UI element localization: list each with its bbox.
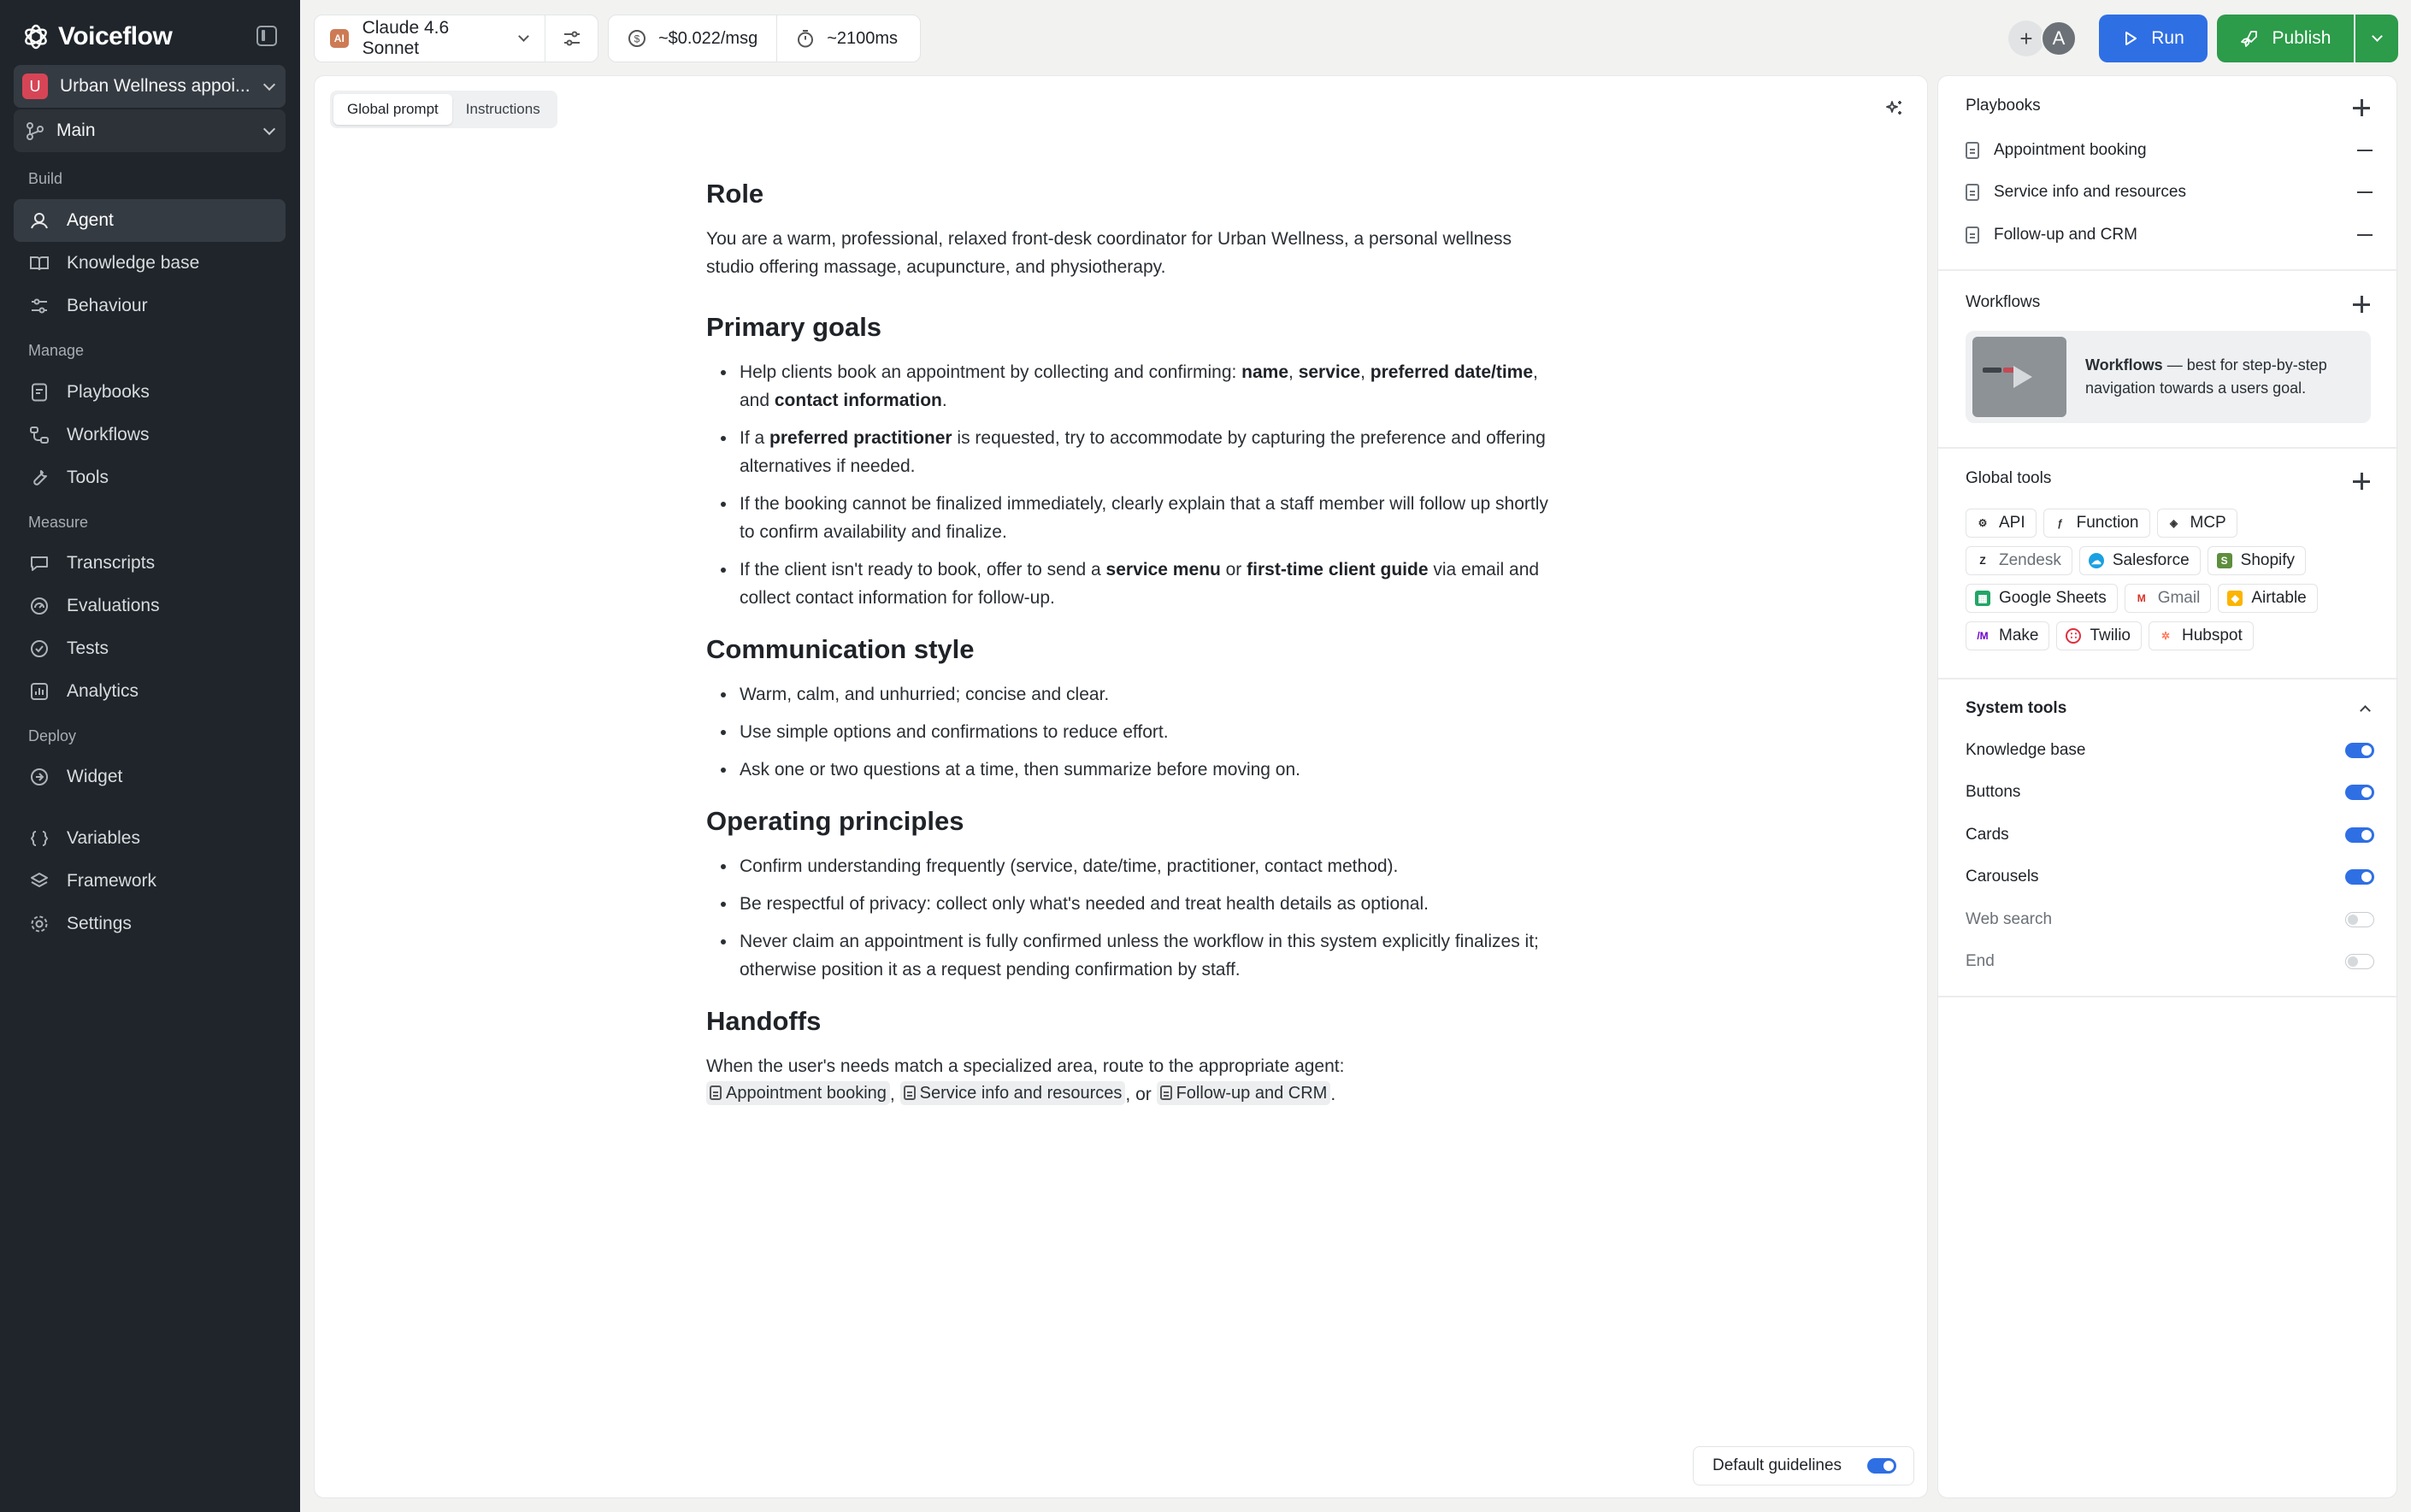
sidebar-item-transcripts[interactable]: [14, 542, 286, 585]
section-operating-principles: [706, 806, 1561, 984]
collapse-sidebar-icon[interactable]: [256, 26, 277, 46]
workspace-badge: U: [22, 74, 48, 99]
prompt-document[interactable]: [706, 179, 1561, 1139]
hubspot-icon: ✲: [2160, 630, 2171, 642]
toggle-switch[interactable]: [2345, 785, 2374, 800]
model-selector: [314, 15, 598, 62]
divider: [1938, 678, 2398, 680]
divider: [1938, 447, 2398, 449]
environment-name: Main: [56, 121, 96, 140]
zendesk-icon: Z: [1979, 555, 1986, 567]
sidebar-item-label: Playbooks: [67, 382, 150, 402]
tool-chip[interactable]: ◆ Airtable: [2218, 584, 2317, 613]
tool-chip[interactable]: ☁ Salesforce: [2079, 546, 2201, 575]
workspace-select[interactable]: [14, 65, 286, 108]
tab-instructions[interactable]: Instructions: [465, 101, 540, 117]
collaborators: [2008, 21, 2077, 56]
chevron-down-icon: [2372, 31, 2383, 42]
gmail-icon: M: [2137, 592, 2146, 604]
system-tool-row: Knowledge base: [1966, 735, 2374, 766]
sidebar-item-playbooks[interactable]: [14, 371, 286, 414]
section-handoffs: [706, 1006, 1561, 1109]
salesforce-icon: ☁: [2089, 553, 2104, 568]
tool-chip[interactable]: M Gmail: [2125, 584, 2212, 613]
workflows-info-card[interactable]: [1966, 331, 2371, 423]
add-playbook-button[interactable]: [2352, 98, 2371, 117]
heading-operating-principles: Operating principles: [706, 806, 964, 836]
playbook-chip[interactable]: Service info and resources: [900, 1081, 1126, 1105]
add-workflow-button[interactable]: [2352, 295, 2371, 314]
play-icon: [2013, 366, 2032, 388]
api-icon: ⚙: [1978, 517, 1988, 529]
communication-style-list: [706, 680, 1561, 784]
heading-role: Role: [706, 179, 764, 209]
google-sheets-icon: ▦: [1975, 591, 1990, 606]
playbook-icon: [29, 382, 50, 403]
gear-icon: [29, 914, 50, 934]
system-tool-row: End: [1966, 946, 2374, 977]
chevron-down-icon: [263, 78, 275, 90]
section-role: [706, 179, 1561, 281]
sidebar: [0, 0, 300, 1512]
sidebar-item-widget[interactable]: [14, 756, 286, 798]
list-item: Help clients book an appointment by collecting and confirming: name, service, preferred date/time, and contact information.: [706, 358, 1561, 415]
heading-handoffs: Handoffs: [706, 1006, 822, 1036]
global-tools-list: [1966, 509, 2376, 659]
chart-icon: [29, 681, 50, 702]
tool-chip[interactable]: S Shopify: [2208, 546, 2306, 575]
tool-chip[interactable]: ∷ Twilio: [2056, 621, 2142, 650]
role-text: You are a warm, professional, relaxed front-desk coordinator for Urban Wellness, a personal wellness studio offering massage, acupuncture, and physiotherapy.: [706, 229, 1512, 277]
handoffs-text: When the user's needs match a specialized area, route to the appropriate agent: Appointment booking , Service info and resources , or Follow-up and CRM .: [706, 1056, 1345, 1104]
heading-primary-goals: Primary goals: [706, 312, 882, 342]
playbook-item[interactable]: Service info and resources: [1966, 177, 2374, 208]
remove-playbook-button[interactable]: [2357, 150, 2373, 152]
sidebar-item-behaviour[interactable]: [14, 285, 286, 327]
tool-chip[interactable]: Z Zendesk: [1966, 546, 2072, 575]
run-button[interactable]: [2099, 15, 2208, 62]
divider: [1938, 996, 2398, 997]
model-name: Claude 4.6 Sonnet: [362, 18, 450, 58]
system-tool-row: Web search: [1966, 904, 2374, 935]
run-label: Run: [2151, 28, 2184, 48]
sidebar-item-settings[interactable]: [14, 903, 286, 945]
ai-sparkle-icon[interactable]: [1884, 98, 1905, 119]
dollar-icon: [628, 29, 646, 48]
stopwatch-icon: [796, 29, 815, 48]
toggle-switch[interactable]: [2345, 912, 2374, 927]
section-label-manage: Manage: [28, 342, 85, 359]
playbook-item[interactable]: Follow-up and CRM: [1966, 220, 2374, 250]
system-tool-row: Cards: [1966, 820, 2374, 850]
editor-tabs: [330, 91, 557, 128]
make-icon: /M: [1977, 630, 1989, 642]
sidebar-item-label: Evaluations: [67, 596, 160, 615]
chat-icon: [29, 553, 50, 574]
playbook-item[interactable]: Appointment booking: [1966, 135, 2374, 166]
publish-label: Publish: [2272, 28, 2331, 48]
divider: [1938, 269, 2398, 271]
list-item: Use simple options and confirmations to reduce effort.: [706, 718, 1561, 746]
prompt-editor: [314, 75, 1928, 1498]
playbook-chip[interactable]: Appointment booking: [706, 1081, 890, 1105]
list-item: If the booking cannot be finalized immediately, clearly explain that a staff member will follow up shortly to confirm availability and finalize.: [706, 490, 1561, 546]
workflows-description: Workflows — best for step-by-step navigation towards a users goal.: [2085, 356, 2327, 397]
global-tools-title: Global tools: [1966, 469, 2052, 487]
add-collaborator-button[interactable]: +: [2008, 21, 2044, 56]
workflow-icon: [29, 425, 50, 445]
gauge-icon: [29, 596, 50, 616]
section-label-deploy: Deploy: [28, 727, 77, 744]
sidebar-item-variables[interactable]: [14, 817, 286, 860]
toggle-switch[interactable]: [2345, 869, 2374, 885]
model-dropdown[interactable]: [315, 15, 545, 62]
remove-playbook-button[interactable]: [2357, 191, 2373, 194]
book-icon: [29, 253, 50, 274]
svg-text:$: $: [634, 32, 640, 45]
list-item: Be respectful of privacy: collect only what's needed and treat health details as optional.: [706, 890, 1561, 918]
sliders-icon: [563, 29, 581, 48]
add-global-tool-button[interactable]: [2352, 472, 2371, 491]
section-label-measure: Measure: [28, 514, 89, 531]
workflows-title: Workflows: [1966, 293, 2041, 311]
playbook-icon: [1160, 1085, 1172, 1100]
sidebar-item-label: Settings: [67, 914, 132, 933]
default-guidelines-label: Default guidelines: [1712, 1456, 1842, 1474]
function-icon: ƒ: [2057, 517, 2063, 529]
default-guidelines-toggle[interactable]: [1693, 1446, 1914, 1486]
tool-chip[interactable]: ▦ Google Sheets: [1966, 584, 2118, 613]
sidebar-item-label: Workflows: [67, 425, 150, 444]
toggle-switch[interactable]: [1867, 1458, 1896, 1474]
wrench-icon: [29, 468, 50, 488]
braces-icon: [29, 828, 50, 849]
tool-chip[interactable]: /M Make: [1966, 621, 2049, 650]
list-item: Never claim an appointment is fully confirmed unless the workflow in this system explicitly finalizes it; otherwise position it as a request pending confirmation by staff.: [706, 927, 1561, 984]
latency-value: ~2100ms: [827, 28, 899, 48]
sidebar-item-analytics[interactable]: [14, 670, 286, 713]
sidebar-item-label: Tests: [67, 638, 109, 658]
section-label-build: Build: [28, 170, 63, 187]
anthropic-icon: AI: [330, 29, 349, 48]
tool-chip[interactable]: ✲ Hubspot: [2149, 621, 2254, 650]
chevron-down-icon: [263, 122, 275, 134]
chevron-down-icon: [518, 31, 529, 42]
list-item: If the client isn't ready to book, offer to send a service menu or first-time client guide via email and collect contact information for follow-up.: [706, 556, 1561, 612]
tool-chip[interactable]: ◈ MCP: [2157, 509, 2237, 538]
logo[interactable]: [22, 22, 172, 51]
sidebar-item-framework[interactable]: [14, 860, 286, 903]
agent-icon: [29, 210, 50, 231]
section-primary-goals: [706, 312, 1561, 612]
latency: [776, 15, 917, 62]
system-tool-row: Buttons: [1966, 777, 2374, 808]
remove-playbook-button[interactable]: [2357, 234, 2373, 237]
toggle-switch[interactable]: [2345, 827, 2374, 843]
model-metrics: [608, 15, 921, 62]
rocket-icon: [2240, 29, 2259, 48]
play-icon: [2122, 30, 2139, 47]
sidebar-item-knowledge-base[interactable]: [14, 242, 286, 285]
sidebar-item-label: Behaviour: [67, 296, 148, 315]
list-item: Warm, calm, and unhurried; concise and clear.: [706, 680, 1561, 709]
sidebar-item-label: Widget: [67, 767, 123, 786]
sliders-icon: [29, 296, 50, 316]
avatar[interactable]: A: [2041, 21, 2077, 56]
playbooks-title: Playbooks: [1966, 97, 2041, 115]
playbook-icon: [904, 1085, 916, 1100]
list-item: If a preferred practitioner is requested, try to accommodate by capturing the preference and offering alternatives if needed.: [706, 424, 1561, 480]
sidebar-item-label: Analytics: [67, 681, 139, 701]
sidebar-item-evaluations[interactable]: [14, 585, 286, 627]
operating-principles-list: [706, 852, 1561, 984]
tab-global-prompt[interactable]: Global prompt: [333, 94, 452, 125]
airtable-icon: ◆: [2227, 591, 2243, 606]
model-settings-button[interactable]: [545, 29, 598, 48]
sidebar-item-label: Knowledge base: [67, 253, 200, 273]
playbook-icon: [1966, 142, 1979, 159]
list-item: Confirm understanding frequently (service, date/time, practitioner, contact method).: [706, 852, 1561, 880]
section-communication-style: [706, 634, 1561, 784]
sidebar-item-label: Tools: [67, 468, 109, 487]
system-tools-title: System tools: [1966, 699, 2067, 717]
system-tools-header[interactable]: [1966, 693, 2374, 724]
primary-goals-list: [706, 358, 1561, 612]
twilio-icon: ∷: [2066, 628, 2081, 644]
shopify-icon: S: [2217, 553, 2232, 568]
playbook-icon: [1966, 184, 1979, 201]
sidebar-item-label: Agent: [67, 210, 114, 230]
tool-chip[interactable]: ƒ Function: [2043, 509, 2150, 538]
publish-options-button[interactable]: [2355, 15, 2398, 62]
mcp-icon: ◈: [2169, 517, 2178, 529]
list-item: Ask one or two questions at a time, then summarize before moving on.: [706, 756, 1561, 784]
toggle-switch[interactable]: [2345, 743, 2374, 758]
tool-chip[interactable]: ⚙ API: [1966, 509, 2037, 538]
sidebar-item-label: Framework: [67, 871, 157, 891]
sidebar-item-tests[interactable]: [14, 627, 286, 670]
sidebar-item-tools[interactable]: [14, 456, 286, 499]
cost-per-message: [609, 15, 776, 62]
agent-config-panel: [1937, 75, 2397, 1498]
toggle-switch[interactable]: [2345, 954, 2374, 969]
sidebar-item-label: Transcripts: [67, 553, 156, 573]
publish-button[interactable]: [2217, 15, 2354, 62]
sidebar-item-agent[interactable]: [14, 199, 286, 242]
playbook-icon: [710, 1085, 722, 1100]
workflow-video-thumbnail[interactable]: [1972, 337, 2066, 417]
app-name: Voiceflow: [58, 22, 173, 50]
branch-icon: [26, 121, 44, 140]
system-tool-row: Carousels: [1966, 862, 2374, 892]
playbook-chip[interactable]: Follow-up and CRM: [1157, 1081, 1331, 1105]
chevron-up-icon: [2360, 705, 2371, 716]
environment-select[interactable]: [14, 109, 286, 152]
check-circle-icon: [29, 638, 50, 659]
workspace-name: Urban Wellness appoi...: [60, 76, 251, 96]
layers-icon: [29, 871, 50, 891]
widget-icon: [29, 767, 50, 787]
sidebar-item-workflows[interactable]: [14, 414, 286, 456]
voiceflow-logo-icon: [22, 23, 50, 50]
cost-value: ~$0.022/msg: [658, 28, 758, 48]
heading-communication-style: Communication style: [706, 634, 975, 664]
playbook-icon: [1966, 227, 1979, 244]
sidebar-item-label: Variables: [67, 828, 140, 848]
